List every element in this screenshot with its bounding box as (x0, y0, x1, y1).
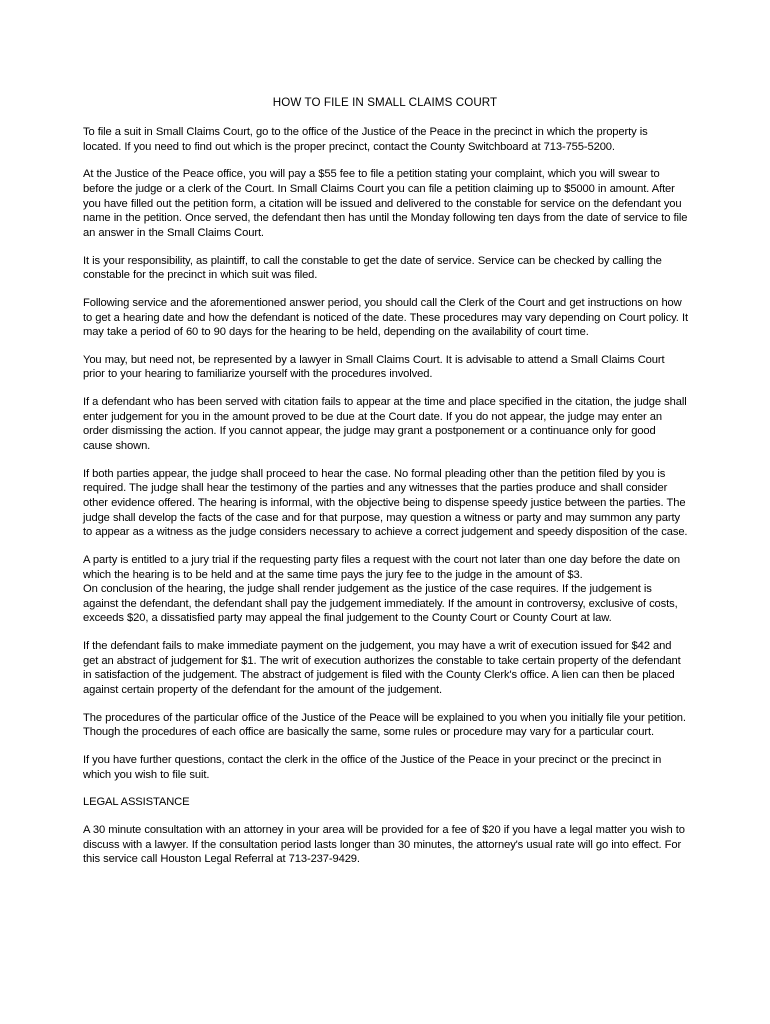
legal-assistance-heading: LEGAL ASSISTANCE (83, 796, 190, 809)
paragraph-representation: You may, but need not, be represented by a lawyer in Small Claims Court. It is advisable to attend a Small Claims Court prior to your hearing to familiarize yourself with the procedures involved. (83, 353, 665, 381)
paragraph-filing-location: To file a suit in Small Claims Court, go to the office of the Justice of the Peace in the precinct in which the property is located. If you need to find out which is the proper precinct, contact the County Switchboard at 713-755-5200. (83, 126, 648, 153)
paragraph-further-questions: If you have further questions, contact the clerk in the office of the Justice of the Peace in your precinct or the precinct in which you wish to file suit. (83, 754, 662, 781)
paragraph-service-date: It is your responsibility, as plaintiff, to call the constable to get the date of service. Service can be checked by calling the constable for the precinct in which suit was filed. (83, 254, 662, 282)
paragraph-jury-trial: A party is entitled to a jury trial if the requesting party files a request with the court not later than one day before the date on which the hearing is to be held and at the same time pays the jury fee to the judge in the amount of $3. On conclusion of the hearing, the judge shall render judgement as the justice of the case requires. If the judgement is against the defendant, the defendant shall pay the judgement immediately. If the amount in controversy, exclusive of costs, exceeds $20, a dissatisfied party may appeal the final judgement to the County Court or County Court at law. (83, 553, 680, 625)
paragraph-legal-assistance: A 30 minute consultation with an attorney in your area will be provided for a fee of $20 if you have a legal matter you wish to discuss with a lawyer. If the consultation period lasts longer than 30 minutes, the attorney's usual rate will go into effect. For this service call Houston Legal Referral at 713-237-9429. (83, 824, 685, 866)
paragraph-hearing-procedure: If both parties appear, the judge shall proceed to hear the case. No formal pleading other than the petition filed by you is required. The judge shall hear the testimony of the parties and any witnesses that the parties produce and shall consider other evidence offered. The hearing is informal, with the objective being to dispense speedy justice between the parties. The judge shall develop the facts of the case and for that purpose, may question a witness or party and may summon any party to appear as a witness as the judge considers necessary to achieve a correct judgement and speedy disposition of the case. (83, 467, 688, 539)
paragraph-default-judgement: If a defendant who has been served with citation fails to appear at the time and place specified in the citation, the judge shall enter judgement for you in the amount proved to be due at the Court date. If you do not appear, the judge may enter an order dismissing the action. If you cannot appear, the judge may grant a postponement or a continuance only for good cause shown. (83, 396, 687, 453)
paragraph-filing-fee: At the Justice of the Peace office, you will pay a $55 fee to file a petition stating your complaint, which you will swear to before the judge or a clerk of the Court. In Small Claims Court you can file a petition claiming up to $5000 in amount. After you have filled out the petition form, a citation will be issued and delivered to the constable for service on the defendant you name in the petition. Once served, the defendant then has until the Monday following ten days from the date of service to file an answer in the Small Claims Court. (83, 168, 688, 239)
paragraph-office-procedures: The procedures of the particular office of the Justice of the Peace will be explained to you when you initially file your petition. Though the procedures of each office are basically the same, some rules or procedure may vary for a particular court. (83, 711, 686, 739)
page-title: HOW TO FILE IN SMALL CLAIMS COURT (272, 96, 498, 109)
document-body (83, 125, 688, 880)
paragraph-writ-of-execution: If the defendant fails to make immediate payment on the judgement, you may have a writ of execution issued for $42 and get an abstract of judgement for $1. The writ of execution authorizes the constable to take certain property of the defendant in satisfaction of the judgement. The abstract of judgement is filed with the County Clerk's office. A lien can then be placed against certain property of the defendant for the amount of the judgement. (83, 640, 681, 696)
paragraph-hearing-date: Following service and the aforementioned answer period, you should call the Clerk of the Court and get instructions on how to get a hearing date and how the defendant is noticed of the date. These procedures may vary depending on Court policy. It may take a period of 60 to 90 days for the hearing to be held, depending on the availability of court time. (83, 296, 688, 339)
